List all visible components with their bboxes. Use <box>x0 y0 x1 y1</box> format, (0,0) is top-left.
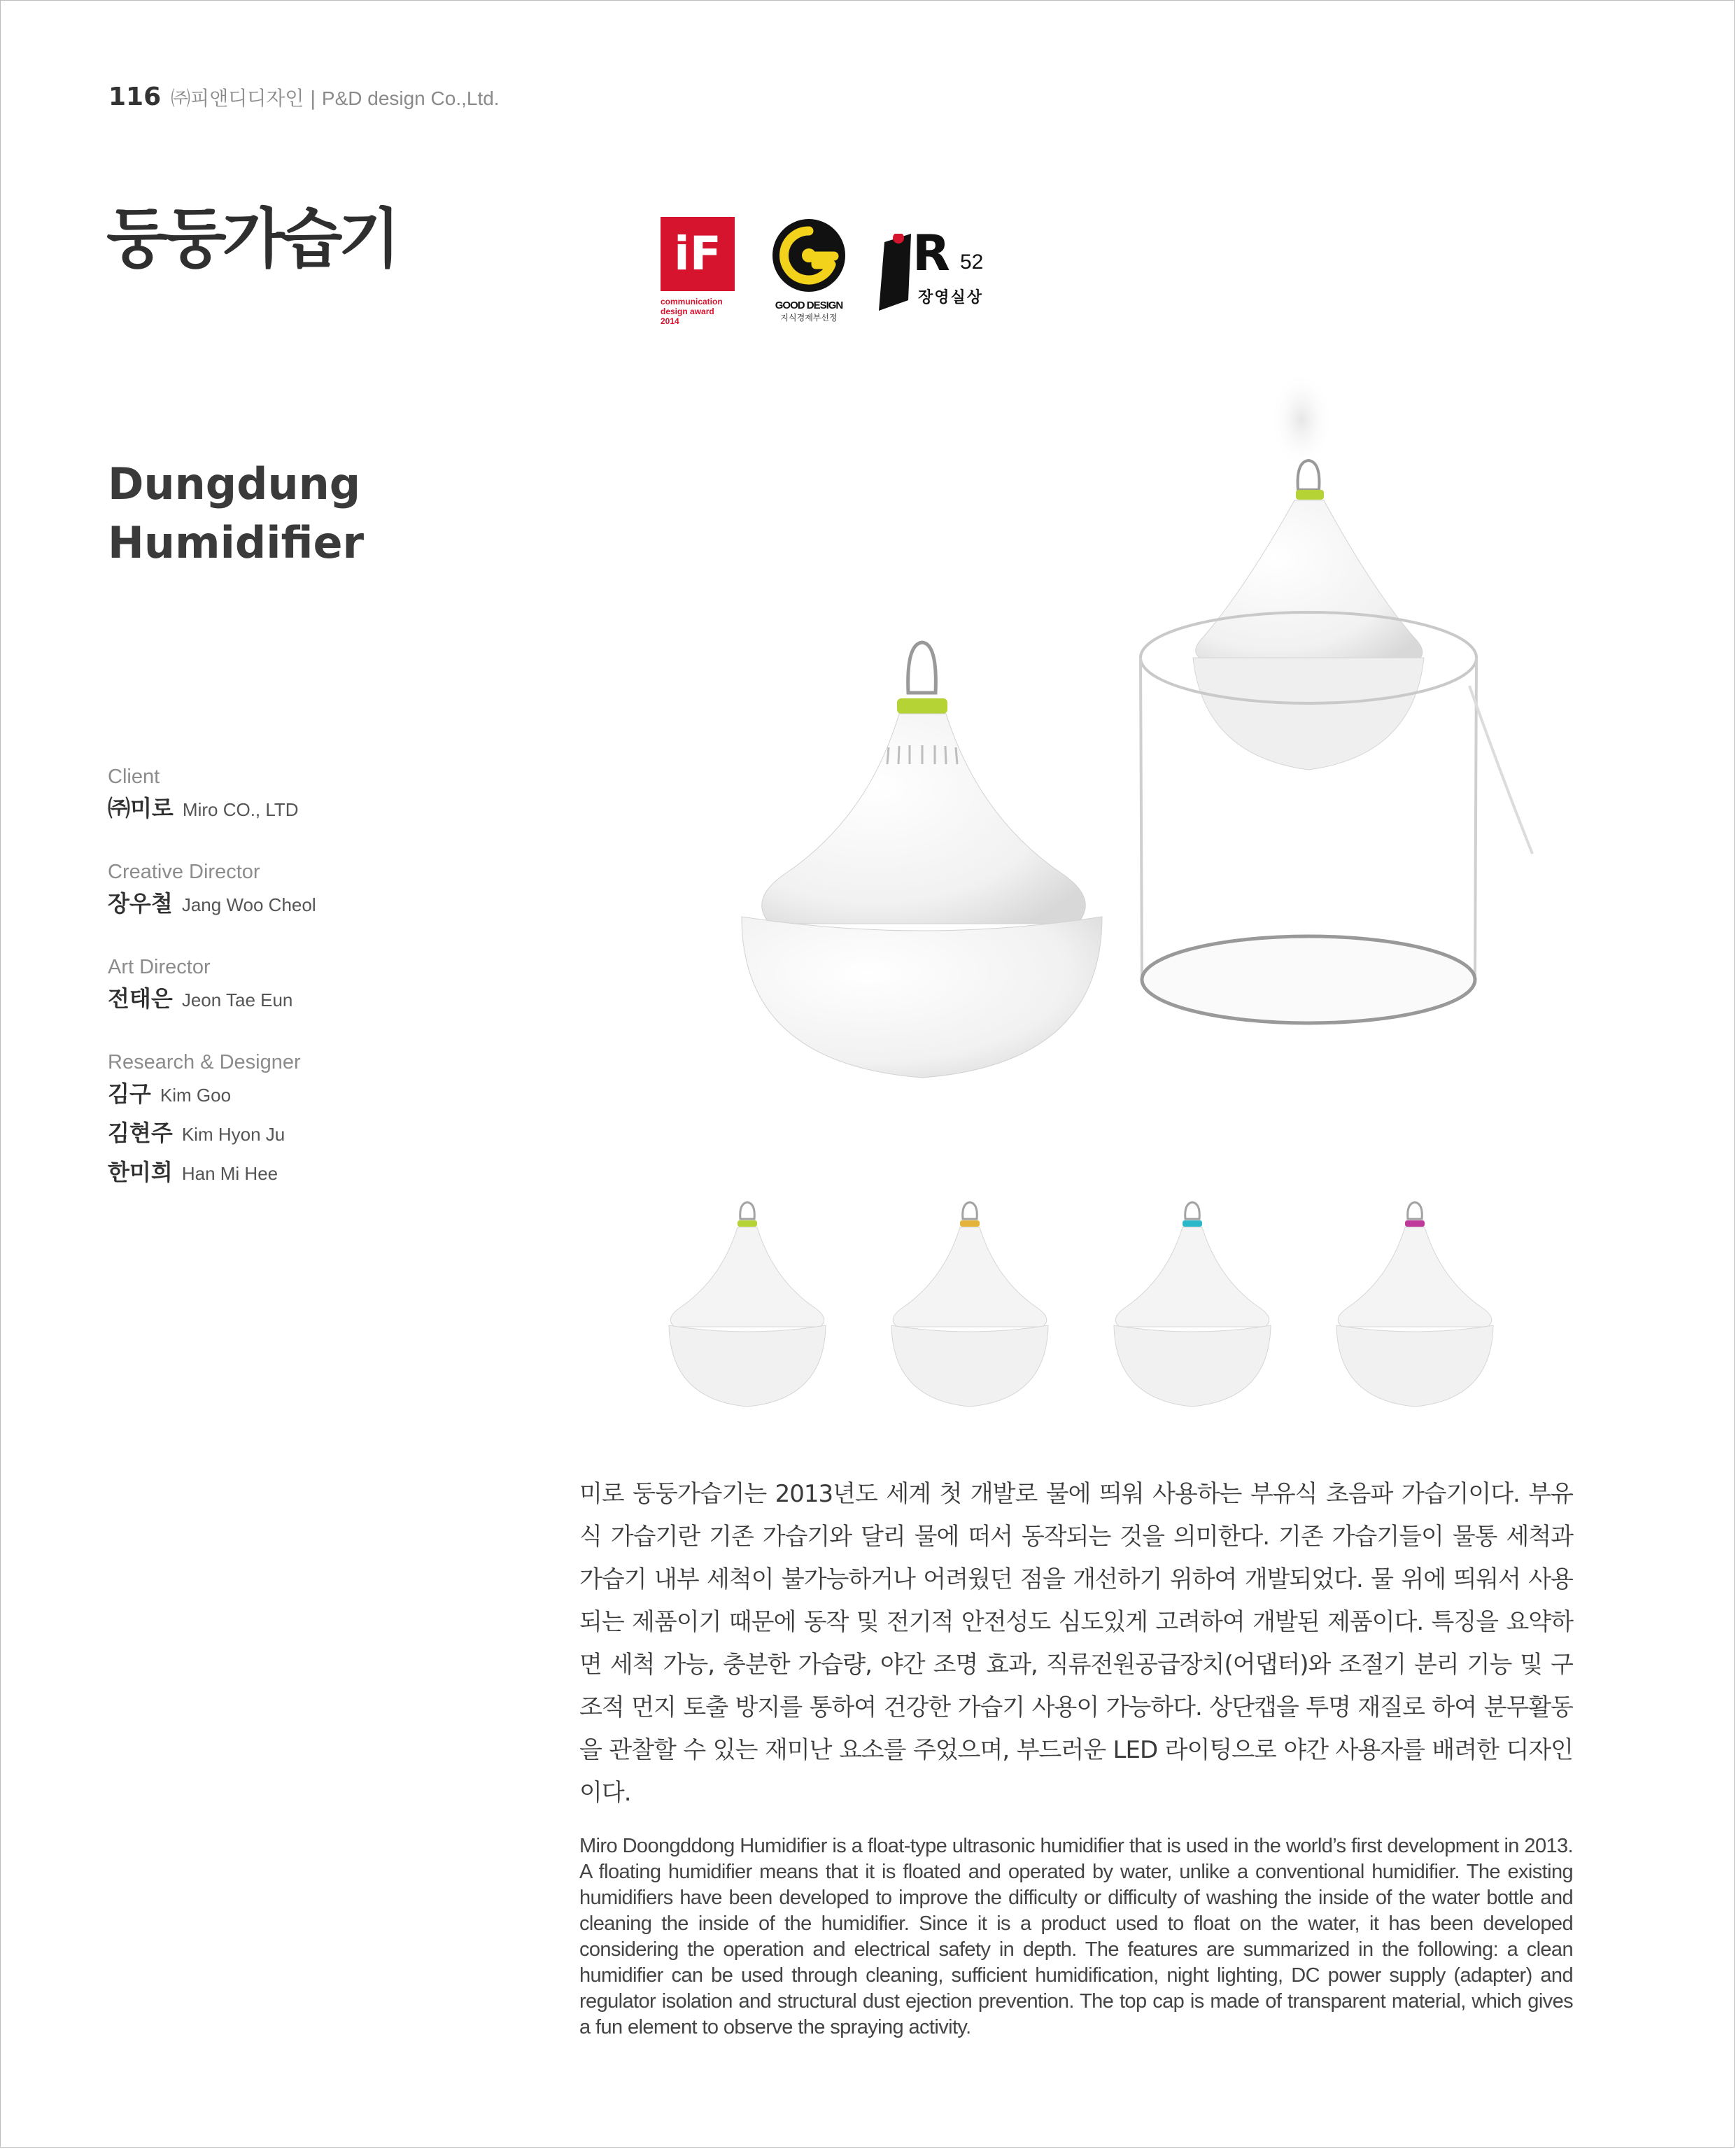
credit-name-korean: 장우철 <box>108 890 173 917</box>
ir52-letter: R <box>912 225 950 282</box>
credit-name-korean: 김구 <box>108 1080 151 1107</box>
product-hero-image <box>700 364 1539 1148</box>
credit-person <box>108 886 542 925</box>
page-title-english <box>108 455 364 572</box>
if-caption-line-3: 2014 <box>661 316 679 326</box>
credit-role-label: Art Director <box>108 956 211 978</box>
title-english-line-1: Dungdung <box>108 458 361 509</box>
floating-humidifier <box>1193 460 1424 770</box>
if-award-logo <box>661 217 739 326</box>
credit-name-english: Jeon Tae Eun <box>181 989 293 1010</box>
variant-humidifier <box>891 1202 1048 1407</box>
if-caption-line-1: communication <box>661 297 723 307</box>
good-design-subcaption: 지식경제부선정 <box>780 313 838 323</box>
ir52-label: 장영실상 <box>918 289 984 307</box>
credits-list <box>108 763 542 1222</box>
if-award-caption <box>661 297 739 326</box>
standalone-humidifier <box>742 642 1102 1078</box>
credit-name-english: Kim Hyon Ju <box>181 1124 285 1145</box>
credit-client <box>108 763 542 830</box>
ir52-number: 52 <box>960 251 984 274</box>
good-design-caption: GOOD DESIGN <box>775 300 843 311</box>
credit-person <box>108 1076 542 1115</box>
running-header <box>108 83 500 111</box>
company-name-korean: ㈜피앤디디자인 <box>171 87 304 110</box>
credit-art-director <box>108 953 542 1020</box>
credit-research-designer <box>108 1048 542 1194</box>
page-title-korean: 둥둥가습기 <box>106 202 397 276</box>
credit-name-korean: 김현주 <box>108 1120 173 1146</box>
ir52-award-logo <box>877 217 996 322</box>
variant-humidifier <box>669 1202 826 1407</box>
credit-role-label: Client <box>108 766 160 788</box>
credit-name-english: Miro CO., LTD <box>182 799 299 820</box>
variant-humidifier <box>1114 1202 1271 1407</box>
credit-name-english: Kim Goo <box>160 1085 232 1106</box>
credit-name-korean: 전태은 <box>108 985 173 1012</box>
description-english: Miro Doongddong Humidifier is a float-type ultrasonic humidifier that is used in the world’s first development in 2013. A floating humidifier means that it is floated and operated by water, unlike a conventional humidifier. The existing humidifiers have been developed to improve the difficulty or difficulty of washing the inside of the water bottle and cleaning the inside of the humidifier. Since it is a product used to float on the water, it has been developed considering the operation and electrical safety in depth. The features are summarized in the following: a clean humidifier can be used through cleaning, sufficient humidification, night lighting, DC power supply (adapter) and regulator isolation and structural dust ejection prevention. The top cap is made of transparent material, which gives a fun element to observe the spraying activity. <box>579 1835 1573 2038</box>
credit-role-label: Research & Designer <box>108 1051 301 1073</box>
credit-person <box>108 1115 542 1155</box>
description-korean: 미로 둥둥가습기는 2013년도 세계 첫 개발로 물에 띄워 사용하는 부유식 초음파 가습기이다. 부유식 가습기란 기존 가습기와 달리 물에 떠서 동작되는 것을 의미한다. 기존 가습기들이 물통 세척과 가습기 내부 세척이 불가능하거나 어려웠던 점을 개선하기 위하여 개발되었다. 물 위에 띄워서 사용되는 제품이기 때문에 동작 및 전기적 안전성도 심도있게 고려하여 개발된 제품이다. 특징을 요약하면 세척 가능, 충분한 가습량, 야간 조명 효과, 직류전원공급장치(어댑터)와 조절기 분리 기능 및 구조적 먼지 토출 방지를 통하여 건강한 가습기 사용이 가능하다. 상단캡을 투명 재질로 하여 분무활동을 관찰할 수 있는 재미난 요소를 주었으며, 부드러운 LED 라이팅으로 야간 사용자를 배려한 디자인이다. <box>579 1480 1573 1807</box>
header-separator: | <box>309 87 316 110</box>
title-english-line-2: Humidifier <box>108 517 365 568</box>
credit-person <box>108 981 542 1020</box>
credit-person <box>108 1155 542 1194</box>
credit-person <box>108 791 542 830</box>
credit-role-label: Creative Director <box>108 861 260 883</box>
product-color-variants <box>644 1190 1525 1428</box>
credit-name-korean: 한미희 <box>108 1159 173 1185</box>
if-mark-icon <box>661 217 735 291</box>
variant-humidifier <box>1336 1202 1493 1407</box>
credit-name-english: Jang Woo Cheol <box>181 894 316 915</box>
if-caption-line-2: design award <box>661 307 714 316</box>
company-name-english: P&D design Co.,Ltd. <box>321 87 500 109</box>
credit-name-english: Han Mi Hee <box>181 1163 278 1184</box>
good-design-logo <box>767 217 851 323</box>
if-mark-text: iF <box>674 227 721 281</box>
credit-creative-director <box>108 858 542 925</box>
page-number: 116 <box>108 83 162 111</box>
credit-name-korean: ㈜미로 <box>108 795 174 822</box>
good-design-mark-icon <box>767 217 851 294</box>
